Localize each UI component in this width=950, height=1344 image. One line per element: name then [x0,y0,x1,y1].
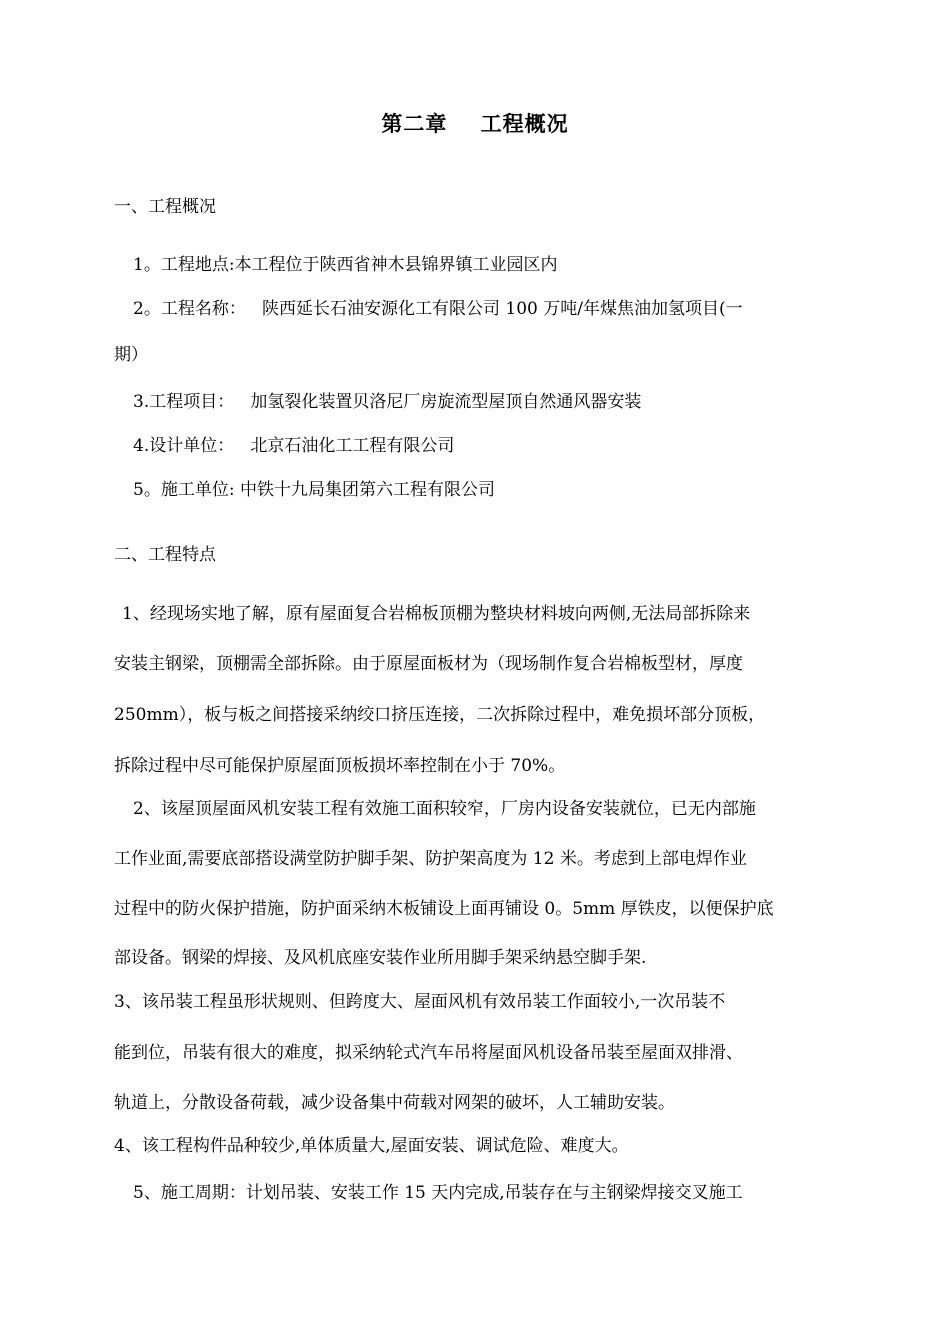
feature-paragraph-line: 250mm），板与板之间搭接采纳绞口挤压连接，二次拆除过程中，难免损坏部分顶板， [114,705,766,725]
feature-paragraph-line: 5、施工周期：计划吊装、安装工作 15 天内完成,吊装存在与主钢梁焊接交叉施工 [133,1183,743,1203]
feature-paragraph-line: 3、该吊装工程虽形状规则、但跨度大、屋面风机有效吊装工作面较小,一次吊装不 [114,992,726,1012]
overview-item-location: 1。工程地点:本工程位于陕西省神木县锦界镇工业园区内 [133,255,558,275]
section-heading-overview: 一、工程概况 [114,197,216,217]
chapter-title: 第二章 工程概况 [381,111,569,136]
feature-paragraph-line: 过程中的防火保护措施，防护面采纳木板铺设上面再铺设 0。5mm 厚铁皮，以便保护底 [114,899,774,919]
overview-item-project: 3.工程项目： 加氢裂化装置贝洛尼厂房旋流型屋顶自然通风器安装 [133,392,642,412]
overview-item-name-cont: 期） [114,345,148,365]
feature-paragraph-line: 部设备。钢梁的焊接、及风机底座安装作业所用脚手架采纳悬空脚手架. [114,948,647,968]
feature-paragraph-line: 4、该工程构件品种较少,单体质量大,屋面安装、调试危险、难度大。 [114,1136,629,1156]
feature-paragraph-line: 能到位，吊装有很大的难度，拟采纳轮式汽车吊将屋面风机设备吊装至屋面双排滑、 [114,1043,743,1063]
feature-paragraph-line: 1、经现场实地了解，原有屋面复合岩棉板顶棚为整块材料坡向两侧,无法局部拆除来 [122,604,751,624]
feature-paragraph-line: 轨道上，分散设备荷载，减少设备集中荷载对网架的破坏，人工辅助安装。 [114,1093,675,1113]
overview-item-design-unit: 4.设计单位： 北京石油化工工程有限公司 [133,436,455,456]
overview-item-name: 2。工程名称： 陕西延长石油安源化工有限公司 100 万吨/年煤焦油加氢项目(一 [133,299,743,319]
overview-item-construction-unit: 5。施工单位: 中铁十九局集团第六工程有限公司 [133,480,495,500]
feature-paragraph-line: 工作业面,需要底部搭设满堂防护脚手架、防护架高度为 12 米。考虑到上部电焊作业 [114,849,747,869]
section-heading-features: 二、工程特点 [114,545,216,565]
feature-paragraph-line: 2、该屋顶屋面风机安装工程有效施工面积较窄，厂房内设备安装就位，已无内部施 [133,799,756,819]
feature-paragraph-line: 拆除过程中尽可能保护原屋面顶板损坏率控制在小于 70%。 [114,756,566,776]
feature-paragraph-line: 安装主钢梁，顶棚需全部拆除。由于原屋面板材为（现场制作复合岩棉板型材，厚度 [114,654,743,674]
